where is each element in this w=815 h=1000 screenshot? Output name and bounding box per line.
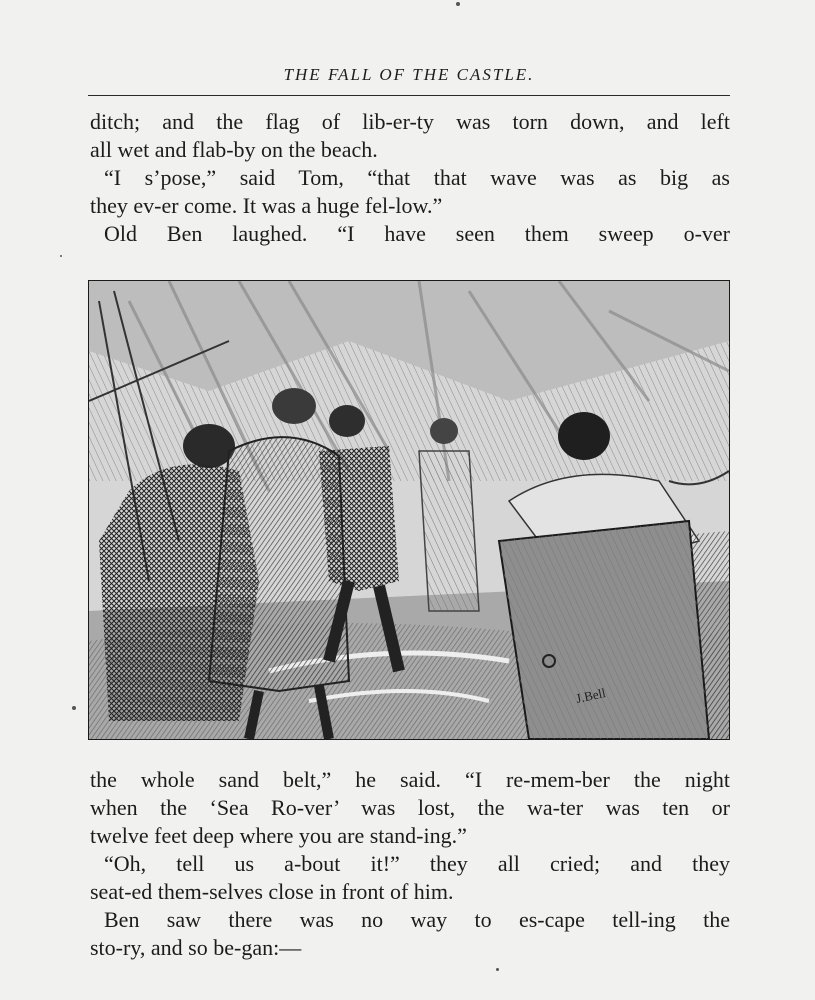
body-text-bottom: [90, 766, 730, 962]
artist-signature: J.Bell: [574, 685, 607, 706]
storm-engraving: [88, 280, 730, 740]
text-line: Ben saw there was no way to es-cape tell-ing the: [104, 907, 730, 932]
text-line: twelve feet deep where you are stand-ing.”: [90, 823, 467, 848]
header-rule: [88, 95, 730, 96]
text-line: seat-ed them-selves close in front of him.: [90, 879, 454, 904]
paper-speck: [60, 255, 62, 257]
text-line: the whole sand belt,” he said. “I re-mem-ber the night: [90, 767, 730, 792]
text-line: Old Ben laughed. “I have seen them sweep o-ver: [104, 221, 730, 246]
paper-speck: [72, 706, 76, 710]
text-line: when the ‘Sea Ro-ver’ was lost, the wa-ter was ten or: [90, 795, 730, 820]
paper-speck: [456, 2, 460, 6]
text-line: ditch; and the flag of lib-er-ty was torn down, and left: [90, 109, 730, 134]
paper-speck: [496, 968, 499, 971]
text-line: sto-ry, and so be-gan:—: [90, 935, 302, 960]
text-line: they ev-er come. It was a huge fel-low.”: [90, 193, 443, 218]
text-line: “I s’pose,” said Tom, “that that wave was as big as: [104, 165, 730, 190]
text-line: “Oh, tell us a-bout it!” they all cried; and they: [104, 851, 730, 876]
text-line: all wet and flab-by on the beach.: [90, 137, 378, 162]
body-text-top: [90, 108, 730, 248]
running-title: THE FALL OF THE CASTLE.: [283, 65, 535, 84]
